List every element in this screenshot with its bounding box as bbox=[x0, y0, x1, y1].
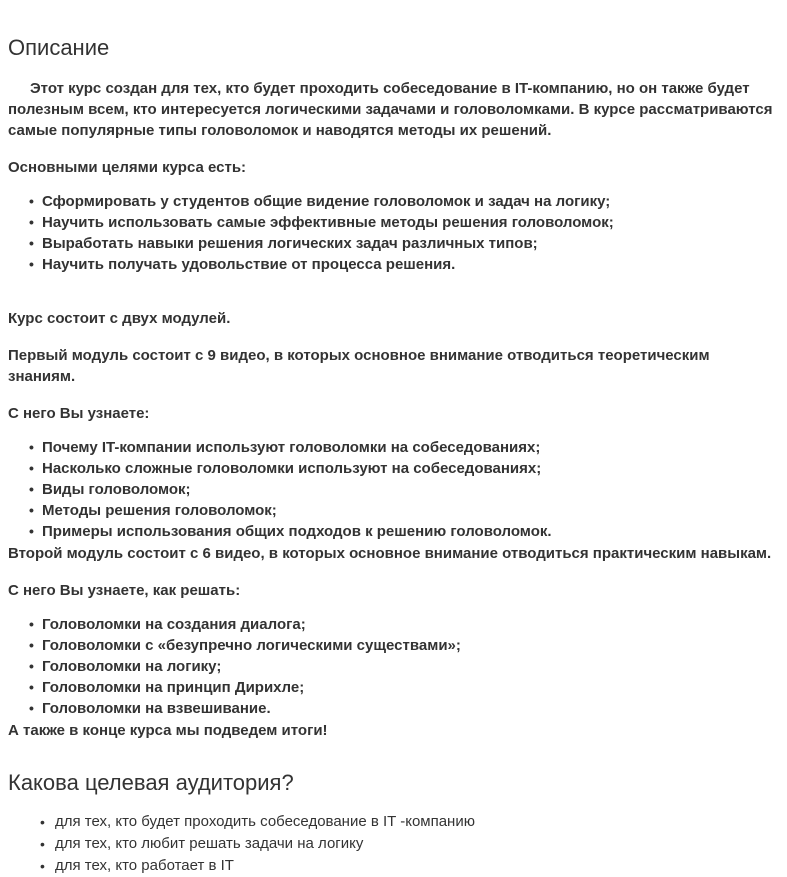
list-item: • Почему IT-компании используют головоломки на собеседованиях; bbox=[42, 437, 787, 458]
module-two-lead-text: С него Вы узнаете, как решать: bbox=[8, 581, 241, 599]
list-item: • Научить получать удовольствие от процесса решения. bbox=[42, 254, 787, 275]
audience-heading: Какова целевая аудитория? bbox=[8, 769, 294, 795]
list-item: • Примеры использования общих подходов к решению головоломок. bbox=[42, 521, 787, 542]
description-heading: Описание bbox=[8, 35, 110, 60]
list-item: • для тех, кто будет проходить собеседование в IT -компанию bbox=[55, 811, 787, 833]
list-item: • для тех, кто работает в IT bbox=[55, 855, 787, 877]
module-one-lead-text: С него Вы узнаете: bbox=[8, 404, 150, 422]
goals-lead-text: Основными целями курса есть: bbox=[8, 158, 247, 176]
module-two-topics-list bbox=[0, 601, 787, 719]
list-item: • Головоломки на логику; bbox=[42, 656, 787, 677]
list-item: • Головоломки на взвешивание. bbox=[42, 698, 787, 719]
list-item: • Научить использовать самые эффективные методы решения головоломок; bbox=[42, 212, 787, 233]
list-item: • Головоломки на создания диалога; bbox=[42, 614, 787, 635]
list-item: • Методы решения головоломок; bbox=[42, 500, 787, 521]
module-two-description: Второй модуль состоит с 6 видео, в которых основное внимание отводиться практическим навыкам. bbox=[8, 544, 772, 562]
list-item: • Головоломки с «безупречно логическими существами»; bbox=[42, 635, 787, 656]
description-intro-paragraph: Этот курс создан для тех, кто будет проходить собеседование в IT-компанию, но он также будет полезным всем, кто интересуется логическими задачами и головоломками. В курсе рассматриваются самые популярные типы головоломок и наводятся методы их решений. bbox=[8, 79, 773, 139]
module-one-topics-list bbox=[0, 424, 787, 542]
list-item: • Выработать навыки решения логических задач различных типов; bbox=[42, 233, 787, 254]
course-goals-list bbox=[0, 178, 787, 275]
modules-intro-text: Курс состоит с двух модулей. bbox=[8, 309, 231, 327]
closing-note-text: А также в конце курса мы подведем итоги! bbox=[8, 721, 328, 739]
list-item: • Головоломки на принцип Дирихле; bbox=[42, 677, 787, 698]
list-item: • Насколько сложные головоломки используют на собеседованиях; bbox=[42, 458, 787, 479]
list-item: • Виды головоломок; bbox=[42, 479, 787, 500]
module-one-description: Первый модуль состоит с 9 видео, в которых основное внимание отводиться теоретическим знаниям. bbox=[8, 346, 710, 385]
list-item: • для тех, кто любит решать задачи на логику bbox=[55, 833, 787, 855]
list-item: • Сформировать у студентов общие видение головоломок и задач на логику; bbox=[42, 191, 787, 212]
